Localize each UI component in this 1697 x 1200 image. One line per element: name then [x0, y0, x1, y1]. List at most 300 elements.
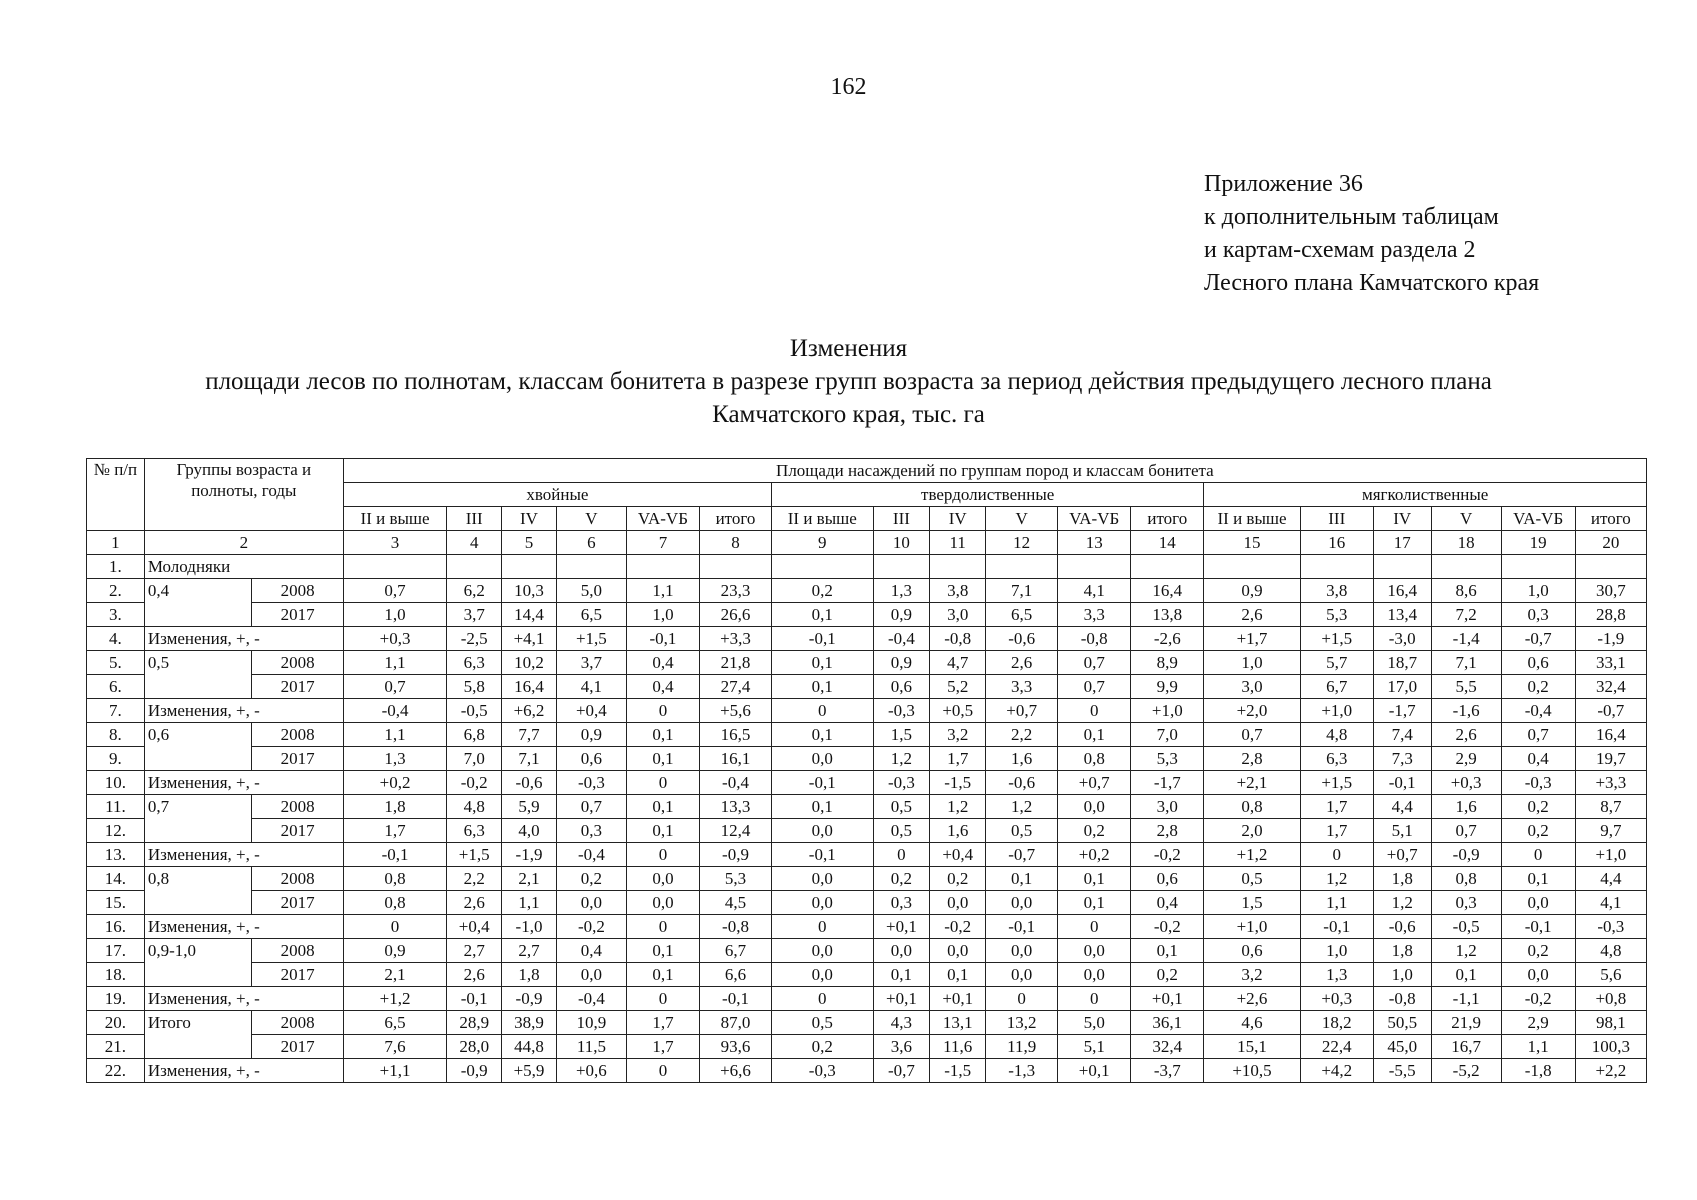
value-cell: 0,1 — [1431, 963, 1501, 987]
row-number: 15. — [87, 891, 145, 915]
value-cell: 0 — [986, 987, 1058, 1011]
value-cell: -0,1 — [447, 987, 502, 1011]
density-label: 0,9-1,0 — [144, 939, 252, 963]
value-cell: 0,0 — [1501, 963, 1575, 987]
value-cell: 2,6 — [1431, 723, 1501, 747]
table-row — [87, 723, 1647, 747]
value-cell: 0,1 — [626, 819, 699, 843]
value-cell: +0,1 — [873, 915, 930, 939]
value-cell: 4,0 — [502, 819, 557, 843]
value-cell: 0,2 — [1131, 963, 1204, 987]
value-cell — [1431, 555, 1501, 579]
value-cell: 16,4 — [1373, 579, 1431, 603]
value-cell: 0,0 — [1058, 939, 1131, 963]
value-cell: 6,5 — [556, 603, 626, 627]
value-cell: 7,1 — [502, 747, 557, 771]
value-cell: 0,0 — [986, 891, 1058, 915]
value-cell: 0,7 — [1431, 819, 1501, 843]
value-cell: 5,0 — [1058, 1011, 1131, 1035]
row-number: 8. — [87, 723, 145, 747]
value-cell: 0,0 — [772, 891, 873, 915]
value-cell: 0,2 — [1058, 819, 1131, 843]
value-cell: 0,7 — [1204, 723, 1300, 747]
value-cell: 3,8 — [930, 579, 986, 603]
value-cell: 30,7 — [1575, 579, 1646, 603]
row-number: 7. — [87, 699, 145, 723]
value-cell: +1,0 — [1204, 915, 1300, 939]
value-cell: 5,2 — [930, 675, 986, 699]
value-cell: +1,5 — [447, 843, 502, 867]
row-number: 1. — [87, 555, 145, 579]
year-label: 2017 — [252, 747, 343, 771]
title-line: Камчатского края, тыс. га — [712, 401, 985, 428]
column-number: 13 — [1058, 531, 1131, 555]
value-cell: +0,1 — [873, 987, 930, 1011]
header-class: итого — [1575, 507, 1646, 531]
value-cell: 5,6 — [1575, 963, 1646, 987]
header-species-hardwood: твердолиственные — [772, 483, 1204, 507]
year-label: 2008 — [252, 1011, 343, 1035]
table-row — [87, 867, 1647, 891]
value-cell: 45,0 — [1373, 1035, 1431, 1059]
value-cell: 1,1 — [343, 651, 447, 675]
value-cell: 33,1 — [1575, 651, 1646, 675]
value-cell: 9,9 — [1131, 675, 1204, 699]
value-cell: 13,2 — [986, 1011, 1058, 1035]
density-label — [144, 819, 252, 843]
value-cell: 5,1 — [1058, 1035, 1131, 1059]
value-cell: 0,1 — [772, 675, 873, 699]
value-cell: 3,0 — [930, 603, 986, 627]
value-cell: 0,3 — [556, 819, 626, 843]
value-cell: +0,6 — [556, 1059, 626, 1083]
value-cell: 4,4 — [1373, 795, 1431, 819]
value-cell: 3,3 — [1058, 603, 1131, 627]
value-cell: 0,5 — [986, 819, 1058, 843]
table-row — [87, 603, 1647, 627]
value-cell: 22,4 — [1300, 1035, 1373, 1059]
change-label: Изменения, +, - — [144, 771, 343, 795]
table-row — [87, 963, 1647, 987]
value-cell: 6,2 — [447, 579, 502, 603]
value-cell: 0,3 — [873, 891, 930, 915]
table-row — [87, 651, 1647, 675]
value-cell: +2,2 — [1575, 1059, 1646, 1083]
value-cell: 8,9 — [1131, 651, 1204, 675]
value-cell: 7,1 — [1431, 651, 1501, 675]
value-cell: 0,4 — [626, 651, 699, 675]
title-line: площади лесов по полнотам, классам бонитета в разрезе групп возраста за период действия предыдущего лесного плана — [205, 368, 1492, 395]
value-cell: 18,7 — [1373, 651, 1431, 675]
header-class: VA-VБ — [626, 507, 699, 531]
value-cell: 0,0 — [1058, 963, 1131, 987]
row-number: 14. — [87, 867, 145, 891]
row-number: 11. — [87, 795, 145, 819]
row-number: 13. — [87, 843, 145, 867]
value-cell: 0,0 — [986, 939, 1058, 963]
value-cell: 1,0 — [626, 603, 699, 627]
value-cell: 0 — [1300, 843, 1373, 867]
value-cell: 7,0 — [447, 747, 502, 771]
row-number: 22. — [87, 1059, 145, 1083]
value-cell: 2,7 — [502, 939, 557, 963]
value-cell: -1,8 — [1501, 1059, 1575, 1083]
density-label — [144, 603, 252, 627]
document-title — [0, 332, 1697, 431]
table-row — [87, 1059, 1647, 1083]
value-cell: +0,4 — [556, 699, 626, 723]
change-label: Изменения, +, - — [144, 843, 343, 867]
appendix-line: Лесного плана Камчатского края — [1204, 270, 1540, 296]
row-number: 21. — [87, 1035, 145, 1059]
value-cell: -5,2 — [1431, 1059, 1501, 1083]
table-row — [87, 1035, 1647, 1059]
value-cell: -0,1 — [626, 627, 699, 651]
value-cell: +2,1 — [1204, 771, 1300, 795]
value-cell: 0,9 — [343, 939, 447, 963]
value-cell: 2,1 — [343, 963, 447, 987]
value-cell: 16,1 — [699, 747, 771, 771]
value-cell: 2,9 — [1501, 1011, 1575, 1035]
value-cell: 3,8 — [1300, 579, 1373, 603]
value-cell: 0 — [626, 699, 699, 723]
table-row — [87, 987, 1647, 1011]
value-cell: 0,6 — [1204, 939, 1300, 963]
value-cell: 0,0 — [772, 939, 873, 963]
row-number: 6. — [87, 675, 145, 699]
value-cell: 1,5 — [1204, 891, 1300, 915]
value-cell: 6,3 — [447, 651, 502, 675]
value-cell: 6,7 — [1300, 675, 1373, 699]
value-cell: 13,1 — [930, 1011, 986, 1035]
value-cell: 0,6 — [1131, 867, 1204, 891]
row-number: 19. — [87, 987, 145, 1011]
value-cell: 0,5 — [772, 1011, 873, 1035]
value-cell: 10,3 — [502, 579, 557, 603]
value-cell: -0,4 — [699, 771, 771, 795]
value-cell: 1,2 — [930, 795, 986, 819]
value-cell: -0,2 — [930, 915, 986, 939]
header-class: III — [1300, 507, 1373, 531]
value-cell: -2,6 — [1131, 627, 1204, 651]
column-number: 8 — [699, 531, 771, 555]
value-cell: 6,8 — [447, 723, 502, 747]
value-cell: -1,7 — [1373, 699, 1431, 723]
value-cell: +0,8 — [1575, 987, 1646, 1011]
value-cell: 1,7 — [930, 747, 986, 771]
value-cell — [1300, 555, 1373, 579]
value-cell: -0,7 — [1501, 627, 1575, 651]
density-label — [144, 675, 252, 699]
value-cell: 2,6 — [447, 891, 502, 915]
value-cell: -0,4 — [343, 699, 447, 723]
value-cell: 0,1 — [626, 939, 699, 963]
value-cell: +0,2 — [343, 771, 447, 795]
value-cell: -0,6 — [502, 771, 557, 795]
value-cell: -0,9 — [502, 987, 557, 1011]
value-cell: 1,8 — [1373, 939, 1431, 963]
value-cell: 50,5 — [1373, 1011, 1431, 1035]
value-cell: 1,6 — [986, 747, 1058, 771]
row-number: 18. — [87, 963, 145, 987]
value-cell: 0,3 — [1501, 603, 1575, 627]
column-number: 19 — [1501, 531, 1575, 555]
year-label: 2008 — [252, 867, 343, 891]
value-cell: 0 — [1058, 915, 1131, 939]
value-cell: 5,0 — [556, 579, 626, 603]
value-cell: +0,3 — [1300, 987, 1373, 1011]
row-number: 4. — [87, 627, 145, 651]
value-cell: 4,4 — [1575, 867, 1646, 891]
value-cell: 0,2 — [556, 867, 626, 891]
value-cell: 0,1 — [873, 963, 930, 987]
header-species-conifer: хвойные — [343, 483, 771, 507]
header-class: IV — [502, 507, 557, 531]
value-cell: +4,1 — [502, 627, 557, 651]
value-cell: 0,2 — [772, 579, 873, 603]
value-cell: -0,4 — [556, 843, 626, 867]
value-cell: +0,1 — [930, 987, 986, 1011]
value-cell: -0,7 — [873, 1059, 930, 1083]
value-cell: 0,4 — [626, 675, 699, 699]
value-cell: 0,2 — [930, 867, 986, 891]
value-cell: 15,1 — [1204, 1035, 1300, 1059]
value-cell: 4,6 — [1204, 1011, 1300, 1035]
value-cell: 1,6 — [1431, 795, 1501, 819]
value-cell: 7,2 — [1431, 603, 1501, 627]
value-cell: -0,5 — [1431, 915, 1501, 939]
value-cell: -1,1 — [1431, 987, 1501, 1011]
value-cell: -0,9 — [699, 843, 771, 867]
density-label — [144, 747, 252, 771]
value-cell: -0,1 — [986, 915, 1058, 939]
value-cell: +0,4 — [930, 843, 986, 867]
value-cell: 0,1 — [930, 963, 986, 987]
value-cell: 1,1 — [626, 579, 699, 603]
row-number: 10. — [87, 771, 145, 795]
value-cell: +1,0 — [1575, 843, 1646, 867]
density-label — [144, 963, 252, 987]
value-cell — [502, 555, 557, 579]
header-class: V — [556, 507, 626, 531]
value-cell: -0,1 — [772, 843, 873, 867]
header-class: VA-VБ — [1058, 507, 1131, 531]
value-cell: 11,9 — [986, 1035, 1058, 1059]
value-cell: -0,2 — [1131, 843, 1204, 867]
value-cell: +0,1 — [1131, 987, 1204, 1011]
value-cell: 1,2 — [1373, 891, 1431, 915]
value-cell: +0,3 — [1431, 771, 1501, 795]
change-label: Изменения, +, - — [144, 915, 343, 939]
density-label: 0,6 — [144, 723, 252, 747]
value-cell: 2,2 — [447, 867, 502, 891]
value-cell: +1,7 — [1204, 627, 1300, 651]
value-cell: 0,8 — [343, 867, 447, 891]
value-cell: 5,9 — [502, 795, 557, 819]
value-cell: 4,1 — [556, 675, 626, 699]
value-cell: 0,6 — [873, 675, 930, 699]
value-cell: 1,6 — [930, 819, 986, 843]
value-cell: -1,9 — [1575, 627, 1646, 651]
value-cell: 19,7 — [1575, 747, 1646, 771]
value-cell: 5,3 — [1300, 603, 1373, 627]
column-number: 2 — [144, 531, 343, 555]
year-label: 2008 — [252, 795, 343, 819]
value-cell: 5,8 — [447, 675, 502, 699]
header-class: итого — [699, 507, 771, 531]
value-cell: -1,6 — [1431, 699, 1501, 723]
value-cell: 1,0 — [343, 603, 447, 627]
value-cell: 0,3 — [1431, 891, 1501, 915]
value-cell: -0,8 — [1058, 627, 1131, 651]
value-cell — [1204, 555, 1300, 579]
year-label: 2008 — [252, 939, 343, 963]
value-cell: -3,7 — [1131, 1059, 1204, 1083]
value-cell — [1501, 555, 1575, 579]
value-cell: 0,4 — [1501, 747, 1575, 771]
value-cell: 0,7 — [343, 675, 447, 699]
value-cell: -1,5 — [930, 1059, 986, 1083]
table-row — [87, 843, 1647, 867]
header-class: V — [1431, 507, 1501, 531]
value-cell: -0,1 — [772, 771, 873, 795]
value-cell: 0 — [626, 771, 699, 795]
value-cell: 18,2 — [1300, 1011, 1373, 1035]
value-cell: 0,7 — [1058, 675, 1131, 699]
column-number: 15 — [1204, 531, 1300, 555]
value-cell — [986, 555, 1058, 579]
value-cell: -0,1 — [772, 627, 873, 651]
header-class: III — [873, 507, 930, 531]
row-number: 9. — [87, 747, 145, 771]
value-cell: 0,2 — [772, 1035, 873, 1059]
value-cell: 1,7 — [626, 1011, 699, 1035]
value-cell: 0,2 — [873, 867, 930, 891]
value-cell: -0,9 — [447, 1059, 502, 1083]
value-cell: 44,8 — [502, 1035, 557, 1059]
value-cell: 3,7 — [556, 651, 626, 675]
table-row — [87, 699, 1647, 723]
value-cell: 0,2 — [1501, 819, 1575, 843]
appendix-line: Приложение 36 — [1204, 171, 1363, 197]
value-cell: 0,1 — [1131, 939, 1204, 963]
header-no: № п/п — [87, 459, 145, 531]
year-label: 2008 — [252, 723, 343, 747]
value-cell — [626, 555, 699, 579]
year-label: 2017 — [252, 963, 343, 987]
value-cell: 2,0 — [1204, 819, 1300, 843]
value-cell: 0,6 — [1501, 651, 1575, 675]
density-label: Итого — [144, 1011, 252, 1035]
change-label: Изменения, +, - — [144, 699, 343, 723]
header-class: итого — [1131, 507, 1204, 531]
value-cell: 16,5 — [699, 723, 771, 747]
value-cell: 27,4 — [699, 675, 771, 699]
value-cell: 2,6 — [1204, 603, 1300, 627]
value-cell: 1,7 — [1300, 819, 1373, 843]
value-cell: 4,1 — [1575, 891, 1646, 915]
value-cell: 1,8 — [1373, 867, 1431, 891]
value-cell: 1,0 — [1373, 963, 1431, 987]
value-cell: 1,3 — [873, 579, 930, 603]
value-cell: +1,5 — [556, 627, 626, 651]
row-number: 12. — [87, 819, 145, 843]
table-row — [87, 555, 1647, 579]
value-cell: 1,3 — [1300, 963, 1373, 987]
value-cell: -0,1 — [343, 843, 447, 867]
header-class: II и выше — [1204, 507, 1300, 531]
value-cell: 0,9 — [873, 603, 930, 627]
value-cell: 1,2 — [1431, 939, 1501, 963]
value-cell: 93,6 — [699, 1035, 771, 1059]
value-cell: 7,1 — [986, 579, 1058, 603]
value-cell — [930, 555, 986, 579]
header-class: VA-VБ — [1501, 507, 1575, 531]
table-body — [87, 555, 1647, 1083]
year-label: 2017 — [252, 819, 343, 843]
column-number: 3 — [343, 531, 447, 555]
value-cell: -3,0 — [1373, 627, 1431, 651]
column-number: 9 — [772, 531, 873, 555]
value-cell: 21,8 — [699, 651, 771, 675]
value-cell: 28,0 — [447, 1035, 502, 1059]
value-cell: 5,1 — [1373, 819, 1431, 843]
value-cell: 4,8 — [447, 795, 502, 819]
value-cell: +1,5 — [1300, 627, 1373, 651]
value-cell — [699, 555, 771, 579]
value-cell: 7,4 — [1373, 723, 1431, 747]
value-cell: 38,9 — [502, 1011, 557, 1035]
value-cell: -1,7 — [1131, 771, 1204, 795]
value-cell: +2,6 — [1204, 987, 1300, 1011]
column-number: 6 — [556, 531, 626, 555]
value-cell: 3,0 — [1204, 675, 1300, 699]
value-cell: -0,8 — [699, 915, 771, 939]
value-cell: -0,3 — [873, 771, 930, 795]
value-cell: 1,1 — [1501, 1035, 1575, 1059]
value-cell: 1,1 — [502, 891, 557, 915]
value-cell: +3,3 — [1575, 771, 1646, 795]
value-cell: 0,0 — [772, 867, 873, 891]
value-cell: +1,2 — [1204, 843, 1300, 867]
value-cell: +0,7 — [1373, 843, 1431, 867]
value-cell: 2,8 — [1204, 747, 1300, 771]
value-cell: 0,8 — [1058, 747, 1131, 771]
value-cell: 5,7 — [1300, 651, 1373, 675]
value-cell: 0,0 — [1058, 795, 1131, 819]
value-cell: -0,2 — [556, 915, 626, 939]
value-cell: +0,4 — [447, 915, 502, 939]
value-cell: 4,3 — [873, 1011, 930, 1035]
row-number: 17. — [87, 939, 145, 963]
column-number: 12 — [986, 531, 1058, 555]
value-cell: +3,3 — [699, 627, 771, 651]
value-cell: 0,8 — [1431, 867, 1501, 891]
value-cell: 0,1 — [1058, 891, 1131, 915]
table-row — [87, 915, 1647, 939]
value-cell: 0 — [343, 915, 447, 939]
value-cell: 7,3 — [1373, 747, 1431, 771]
value-cell: 1,2 — [873, 747, 930, 771]
value-cell: 13,8 — [1131, 603, 1204, 627]
header-class: II и выше — [772, 507, 873, 531]
header-main: Площади насаждений по группам пород и классам бонитета — [343, 459, 1646, 483]
value-cell: -0,9 — [1431, 843, 1501, 867]
column-number: 7 — [626, 531, 699, 555]
value-cell: 1,0 — [1501, 579, 1575, 603]
value-cell: +1,0 — [1131, 699, 1204, 723]
table-row — [87, 747, 1647, 771]
